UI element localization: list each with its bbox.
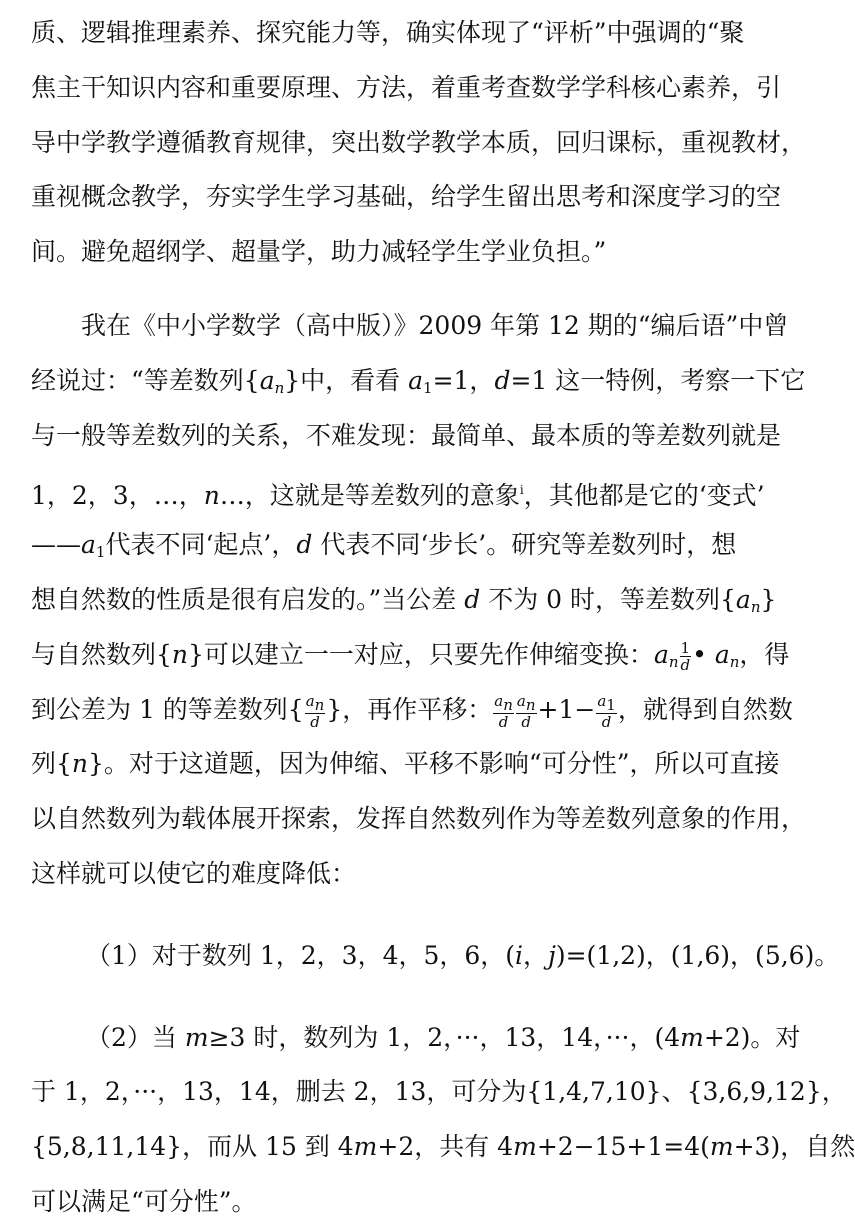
text-line-16: 这样就可以使它的难度降低：: [31, 858, 357, 888]
fraction-a1-over-d: $\frac{a_1}{d}$: [597, 691, 616, 731]
fraction-an-over-d: $\frac{a_n}{d}$: [516, 691, 536, 731]
text-line-6: 我在《中小学数学（高中版）》2009 年第 12 期的“编后语”中曾: [81, 310, 789, 340]
text-line-8: 与一般等差数列的关系，不难发现：最简单、最本质的等差数列就是: [31, 420, 782, 450]
text-line-17: （1）对于数列 1，2，3，4，5，6，(i，j)=(1,2)，(1,6)，(5,6)。: [86, 940, 840, 970]
fraction-an-over-d: $\frac{a_n}{d}$: [305, 691, 325, 731]
text-line-2: 焦主干知识内容和重要原理、方法，着重考查数学学科核心素养，引: [31, 72, 782, 102]
text-line-13: 到公差为 1 的等差数列{ $\frac{a_n}{d}$ }，再作平移： $\frac{a_n}{d}$ $\frac{a_n}{d}$ +1− $\frac{a_1}{d}$ ，就得到自然数: [31, 691, 793, 731]
text-line-4: 重视概念教学，夯实学生学习基础，给学生留出思考和深度学习的空: [31, 182, 782, 212]
fraction-an-over-d: $\frac{a_n}{d}$: [494, 691, 513, 731]
footnote-marker: i: [519, 483, 524, 498]
text-line-3: 导中学教学遵循教育规律，突出数学教学本质，回归课标，重视教材，: [31, 127, 807, 157]
text-line-21: 可以满足“可分性”。: [31, 1186, 257, 1216]
text-line-5: 间。避免超纲学、超量学，助力减轻学生学业负担。”: [31, 237, 607, 267]
text-line-14: 列{n}。对于这道题，因为伸缩、平移不影响“可分性”，所以可直接: [31, 749, 780, 779]
text-line-20: {5,8,11,14}，而从 15 到 4m+2，共有 4m+2−15+1=4(m+3)，自然: [31, 1132, 855, 1162]
text-line-12: 与自然数列{n}可以建立一一对应，只要先作伸缩变换：$a_n$ $\frac{1}{d}$ • $a_n$，得: [31, 638, 790, 674]
text-line-15: 以自然数列为载体展开探索，发挥自然数列作为等差数列意象的作用，: [31, 804, 807, 834]
text-line-10: $——a_1$代表不同‘起点’，d 代表不同‘步长’。研究等差数列时，想: [31, 530, 737, 562]
text-line-1: 质、逻辑推理素养、探究能力等，确实体现了“评析”中强调的“聚: [31, 18, 745, 47]
text-line-9: 1，2，3，…，n…，这就是等差数列的意象$^i$，其他都是它的‘变式’: [31, 481, 765, 511]
text-line-7: 经说过：“等差数列$\{a_n\}$中，看看 $a_1=1$，d=1 这一特例，考察一下它: [31, 365, 806, 397]
fraction-1-over-d: $\frac{1}{d}$: [680, 638, 691, 674]
text-line-19: 于 1，2，···，13，14，删去 2，13，可分为{1,4,7,10}、{3,6,9,12}，: [31, 1077, 847, 1107]
text-line-18: （2）当 m≥3 时，数列为 1，2，···，13，14，···，(4m+2)。对: [86, 1022, 801, 1052]
text-line-11: 想自然数的性质是很有启发的。”当公差 d 不为 0 时，等差数列$\{a_n\}$: [31, 584, 777, 616]
